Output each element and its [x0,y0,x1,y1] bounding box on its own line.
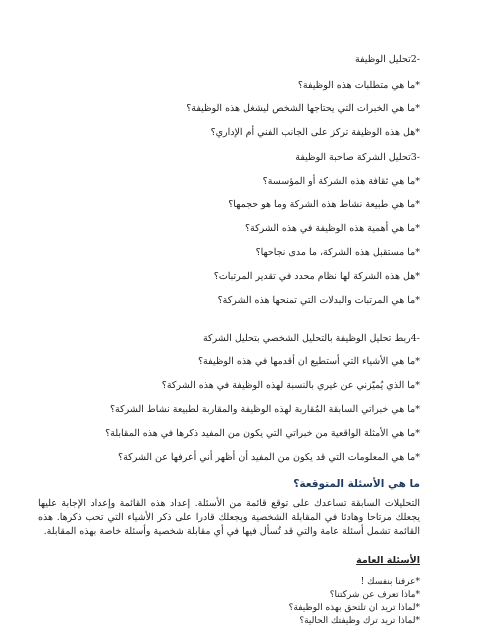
section3-item: *هل هذه الشركة لها نظام محدد في تقدير المرتبات؟ [213,271,420,282]
section2-item: *ما هي متطلبات هذه الوظيفة؟ [297,80,420,91]
section2-item: *ما هي الخبرات التي يحتاجها الشخص ليشغل هذه الوظيفة؟ [186,103,420,114]
section3-item: *ما هي المرتبات والبدلات التي تمنحها هذه الشركة؟ [217,295,420,306]
general-questions-heading: الأسئلة العامة [356,555,420,566]
section4-item: *ما هي المعلومات التي قد يكون من المفيد أن أظهر أني أعرفها عن الشركة؟ [118,452,420,463]
section4-title: -4ربط تحليل الوظيفة بالتحليل الشخصي بتحليل الشركة [202,333,420,344]
expected-questions-heading: ما هي الأسئلة المتوقعة؟ [293,478,420,490]
section4-item: *ما هي خبراتي السابقة المُقاربة لهذه الوظيفة والمقاربة لطبيعة نشاط الشركة؟ [110,404,420,415]
section4-item: *ما هي الأشياء التي أستطيع ان أقدمها في هذه الوظيفة؟ [198,356,420,367]
section3-item: *ما هي ثقافة هذه الشركة أو المؤسسة؟ [262,176,420,187]
section3-item: *ما هي أهمية هذه الوظيفة في هذه الشركة؟ [245,223,420,234]
general-question-item: *لماذا تريد ان تلتحق بهذه الوظيفة؟ [288,603,420,613]
section4-item: *ما هي الأمثلة الواقعية من خبراتي التي يكون من المفيد ذكرها في هذه المقابلة؟ [105,428,420,439]
section3-title: -3تحليل الشركة صاحبة الوظيفة [295,152,420,163]
general-question-item: *عرفنا بنفسك ! [360,577,420,587]
section4-item: *ما الذي يُميّزني عن غيري بالنسبة لهذه الوظيفة في هذه الشركة؟ [161,380,420,391]
general-question-item: *لماذا تريد ترك وظيفتك الحالية؟ [299,616,420,626]
general-question-item: *ماذا تعرف عن شركتنا؟ [329,590,420,600]
expected-questions-paragraph: التحليلات السابقة تساعدك على توقع قائمة من الأسئلة. إعداد هذه القائمة وإعداد الإجابة عليها يجعلك مرتاحا وهادئا في المقابلة الشخصية ويجعلك قادرا على ذكر الأشياء التي تحب ذكرها. هذه القائمة تشمل أسئلة عامة والتي قد تُسأل فيها في أي مقابلة شخصية وأسئلة خاصة بهذه المقابلة. [38,498,420,537]
section2-title: -2تحليل الوظيفة [354,54,420,65]
section3-item: *ما مستقبل هذه الشركة، ما مدى نجاحها؟ [255,247,420,258]
section2-item: *هل هذه الوظيفة تركز على الجانب الفني أم الإداري؟ [210,127,420,138]
section3-item: *ما هي طبيعة نشاط هذه الشركة وما هو حجمها؟ [228,199,420,210]
